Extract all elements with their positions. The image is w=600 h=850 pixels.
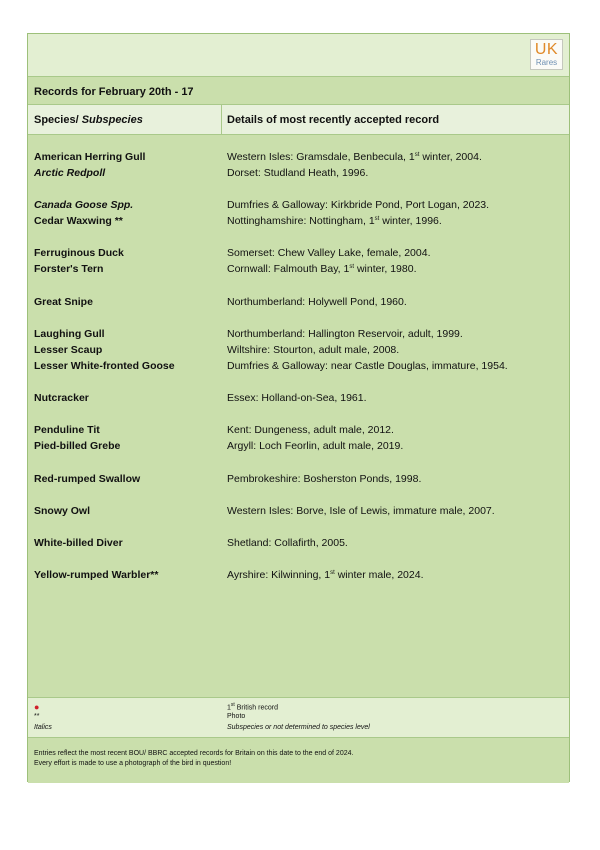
record-details-text: Western Isles: Gramsdale, Benbecula, 1 (227, 151, 415, 163)
record-details (227, 199, 489, 211)
record-row (28, 247, 569, 263)
species-name: Lesser Scaup (34, 344, 103, 356)
ordinal-suffix: st (374, 216, 380, 222)
record-row (28, 328, 569, 344)
record-details-text: Northumberland: Holywell Pond, 1960. (227, 296, 407, 308)
record-details (227, 505, 495, 517)
legend-key-dot: ● (34, 702, 40, 712)
record-row (28, 199, 569, 215)
species-column-header (34, 114, 143, 126)
record-details-text: Dumfries & Galloway: near Castle Douglas, immature, 1954. (227, 360, 508, 372)
record-details-text: Northumberland: Hallington Reservoir, adult, 1999. (227, 328, 463, 340)
species-name: Penduline Tit (34, 424, 100, 436)
record-details-text: winter, 2004. (419, 151, 482, 163)
species-name: Nutcracker (34, 392, 89, 404)
species-name: Ferruginous Duck (34, 247, 124, 259)
record-row (28, 473, 569, 489)
ordinal-suffix: st (414, 152, 420, 158)
species-name: White-billed Diver (34, 537, 123, 549)
record-details-text: Somerset: Chew Valley Lake, female, 2004. (227, 247, 431, 259)
page-title: Records for February 20th - 17 (34, 86, 194, 98)
record-row (28, 537, 569, 553)
records-body (28, 135, 569, 697)
species-name: Pied-billed Grebe (34, 440, 121, 452)
record-row (28, 151, 569, 167)
record-details (227, 247, 431, 259)
record-details (227, 537, 348, 549)
record-row (28, 360, 569, 376)
record-details-text: Ayrshire: Kilwinning, 1 (227, 569, 331, 581)
species-name: Snowy Owl (34, 505, 91, 517)
record-details (227, 167, 368, 179)
record-details-text: winter, 1996. (379, 215, 442, 227)
record-details-text: Nottinghamshire: Nottingham, 1 (227, 215, 375, 227)
species-name: Red-rumped Swallow (34, 473, 141, 485)
subspecies-label: Subspecies (81, 114, 143, 126)
species-name: Yellow-rumped Warbler** (34, 569, 159, 581)
legend-key-italics: Italics (34, 724, 52, 731)
record-details (227, 392, 367, 404)
record-details-text: Wiltshire: Stourton, adult male, 2008. (227, 344, 400, 356)
record-details-text: Dorset: Studland Heath, 1996. (227, 167, 369, 179)
column-header-row (28, 105, 569, 135)
legend-key-stars: ** (34, 713, 40, 720)
record-details-text: Pembrokeshire: Bosherston Ponds, 1998. (227, 473, 422, 485)
record-row (28, 505, 569, 521)
legend-value-subspecies: Subspecies or not determined to species level (227, 724, 370, 731)
record-details (227, 263, 417, 275)
record-details (227, 215, 442, 227)
record-details-text: Dumfries & Galloway: Kirkbride Pond, Port Logan, 2023. (227, 199, 490, 211)
species-name: Canada Goose Spp. (34, 199, 134, 211)
legend-value-first-record (227, 702, 278, 711)
record-row (28, 392, 569, 408)
species-name: Lesser White-fronted Goose (34, 360, 175, 372)
record-details (227, 296, 407, 308)
species-name: Cedar Waxwing ** (34, 215, 123, 227)
records-sheet (27, 33, 570, 782)
record-details-text: Cornwall: Falmouth Bay, 1 (227, 263, 350, 275)
legend-value-text: British record (234, 704, 278, 712)
record-details-text: Shetland: Collafirth, 2005. (227, 537, 348, 549)
record-row (28, 215, 569, 231)
record-details (227, 151, 482, 163)
record-row (28, 296, 569, 312)
record-row (28, 569, 569, 585)
species-name: Laughing Gull (34, 328, 105, 340)
legend-value-text: 1 (227, 704, 231, 712)
record-details (227, 424, 394, 436)
record-details (227, 344, 399, 356)
record-details (227, 569, 424, 581)
record-row (28, 424, 569, 440)
footer-notes (28, 738, 569, 783)
record-row (28, 263, 569, 279)
species-label: Species/ (34, 114, 82, 126)
uk-rares-logo (530, 39, 563, 70)
record-details (227, 440, 403, 452)
record-details-text: winter male, 2024. (334, 569, 424, 581)
details-column-header: Details of most recently accepted record (227, 114, 440, 126)
logo-line1: UK (534, 41, 559, 58)
ordinal-suffix: st (349, 264, 355, 270)
header-bar (28, 34, 569, 77)
legend-value-photo: Photo (227, 713, 246, 720)
logo-line2: Rares (535, 58, 558, 67)
record-details-text: Argyll: Loch Feorlin, adult male, 2019. (227, 440, 404, 452)
species-name: Arctic Redpoll (34, 167, 106, 179)
species-name: Great Snipe (34, 296, 93, 308)
record-details-text: Western Isles: Borve, Isle of Lewis, immature male, 2007. (227, 505, 495, 517)
record-row (28, 344, 569, 360)
record-row (28, 440, 569, 456)
legend-row (28, 697, 569, 738)
record-details (227, 328, 463, 340)
species-name: Forster's Tern (34, 263, 104, 275)
species-name: American Herring Gull (34, 151, 146, 163)
record-details-text: winter, 1980. (354, 263, 417, 275)
title-row (28, 77, 569, 105)
record-details-text: Essex: Holland-on-Sea, 1961. (227, 392, 367, 404)
ordinal-suffix: st (330, 570, 335, 576)
footer-line-1: Entries reflect the most recent BOU/ BBRC accepted records for Britain on this date to the end of 2024. (34, 750, 354, 757)
legend-value-sup: st (230, 702, 235, 708)
record-details (227, 360, 508, 372)
footer-line-2: Every effort is made to use a photograph of the bird in question! (34, 760, 232, 767)
record-details (227, 473, 421, 485)
record-details-text: Kent: Dungeness, adult male, 2012. (227, 424, 394, 436)
record-row (28, 167, 569, 183)
